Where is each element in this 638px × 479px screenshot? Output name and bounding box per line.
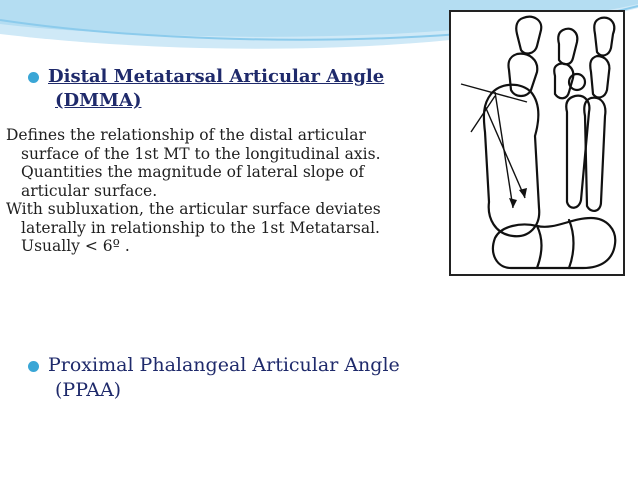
heading-dmma-line1: Distal Metatarsal Articular Angle	[48, 66, 385, 87]
para2-line1: With subluxation, the articular surface deviates	[6, 200, 381, 218]
paragraph-subluxation	[6, 200, 446, 256]
heading-ppaa-line2: (PPAA)	[55, 379, 122, 401]
foot-bones-drawing	[451, 12, 623, 274]
heading-dmma-line2: (DMMA)	[55, 90, 142, 111]
bullet-icon	[28, 72, 39, 83]
body-text	[6, 126, 446, 256]
para1-line1: Defines the relationship of the distal articular	[6, 126, 366, 144]
bullet-icon	[28, 361, 39, 372]
para2-line3: Usually < 6º .	[21, 237, 130, 255]
para2-line2: laterally in relationship to the 1st Metatarsal.	[21, 218, 380, 237]
heading-dmma	[28, 66, 438, 88]
paragraph-definition	[6, 126, 446, 200]
heading-ppaa	[28, 354, 448, 377]
para1-line3: Quantities the magnitude of lateral slope of	[21, 163, 365, 181]
foot-xray-figure	[449, 10, 625, 276]
para1-line2: surface of the 1st MT to the longitudinal axis.	[21, 144, 381, 163]
para1-line4: articular surface.	[21, 181, 158, 200]
heading-ppaa-line1: Proximal Phalangeal Articular Angle	[48, 354, 400, 376]
